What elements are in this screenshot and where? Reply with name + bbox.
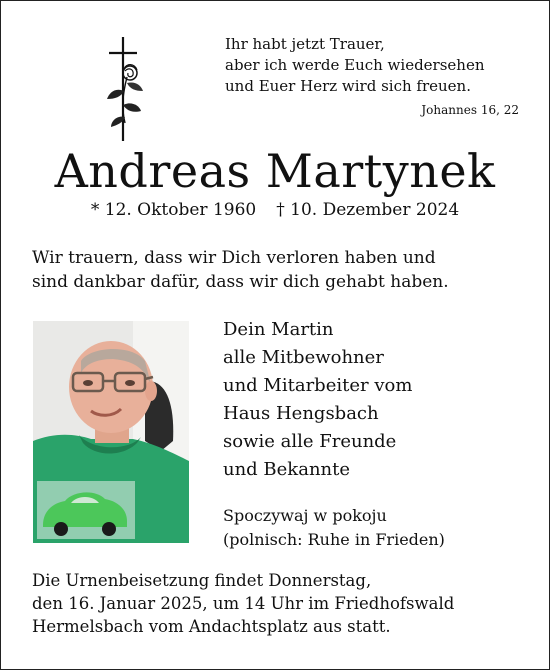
ceremony-notice [32, 569, 537, 638]
verse-line: aber ich werde Euch wiedersehen [225, 56, 485, 74]
ceremony-line: Die Urnenbeisetzung findet Donnerstag, [32, 571, 372, 590]
portrait-photo [33, 321, 189, 543]
ceremony-line: Hermelsbach vom Andachtsplatz aus statt. [32, 617, 391, 636]
statement-line: sind dankbar dafür, dass wir dich gehabt haben. [32, 272, 449, 292]
cross-with-rose-icon [97, 35, 153, 143]
mourner-line: und Bekannte [223, 459, 351, 480]
mourner-line: Dein Martin [223, 319, 334, 340]
deceased-name: Andreas Martynek [54, 144, 496, 198]
mourning-statement [32, 246, 532, 294]
mourners-list [223, 316, 412, 484]
verse-source: Johannes 16, 22 [421, 103, 519, 117]
farewell-translation: (polnisch: Ruhe in Frieden) [223, 530, 445, 549]
birth-date: * 12. Oktober 1960 [90, 200, 257, 220]
mourner-line: Haus Hengsbach [223, 403, 379, 424]
mourner-line: sowie alle Freunde [223, 431, 397, 452]
bible-verse [225, 34, 525, 97]
death-date: † 10. Dezember 2024 [276, 200, 460, 220]
verse-line: Ihr habt jetzt Trauer, [225, 35, 385, 53]
farewell-line: Spoczywaj w pokoju [223, 506, 387, 525]
mourner-line: und Mitarbeiter vom [223, 375, 413, 396]
ceremony-line: den 16. Januar 2025, um 14 Uhr im Friedhofswald [32, 594, 455, 613]
life-dates [1, 200, 549, 220]
statement-line: Wir trauern, dass wir Dich verloren haben und [32, 248, 436, 268]
verse-line: und Euer Herz wird sich freuen. [225, 77, 471, 95]
mourner-line: alle Mitbewohner [223, 347, 384, 368]
polish-farewell [223, 504, 445, 552]
